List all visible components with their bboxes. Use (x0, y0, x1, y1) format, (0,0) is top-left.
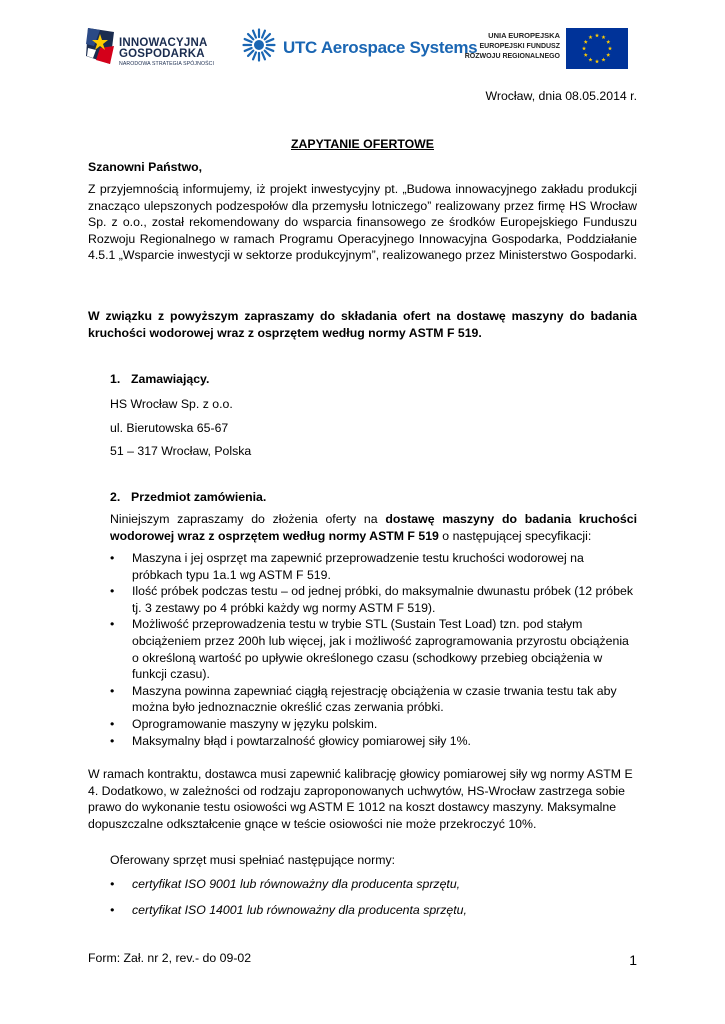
list-item (110, 716, 637, 733)
list-item (110, 583, 637, 616)
eu-fund-logo (466, 27, 628, 69)
logo-line-2: GOSPODARKA (119, 48, 205, 60)
list-item (110, 902, 637, 919)
sunburst-ray (266, 48, 273, 51)
logo-line-3: NARODOWA STRATEGIA SPÓJNOŚCI (119, 61, 215, 67)
eu-line-2: EUROPEJSKI FUNDUSZ (479, 42, 560, 50)
sunburst-ray (265, 51, 270, 56)
sunburst-ray (245, 39, 252, 42)
section-title: Przedmiot zamówienia. (131, 490, 267, 504)
bullet-icon: • (110, 584, 115, 599)
list-item-text: Maszyna i jej osprzęt ma zapewnić przeprowadzenie testu kruchości wodorowej na próbkach typu 1a.1 wg ASTM F 519. (132, 551, 584, 582)
logo-bar (0, 22, 725, 74)
bullet-icon: • (110, 733, 115, 748)
list-item (110, 616, 637, 682)
section-number: 1. (110, 372, 121, 386)
sunburst-ray (248, 51, 253, 56)
list-item-text: certyfikat ISO 9001 lub równoważny dla producenta sprzętu, (132, 877, 461, 891)
orderer-street: ul. Bierutowska 65-67 (110, 421, 229, 435)
eu-flag-icon (566, 28, 628, 69)
list-item (110, 876, 637, 893)
eu-line-3: ROZWOJU REGIONALNEGO (464, 53, 560, 60)
order-intro-text: Niniejszym zapraszamy do złożenia oferty na (110, 512, 386, 526)
bullet-icon: • (110, 617, 115, 632)
sunburst-ray (245, 48, 252, 51)
list-item-text: Możliwość przeprowadzenia testu w trybie STL (Sustain Test Load) tzn. pod stałym obciążeniem przez 200h lub więcej, jak i możliwość zaprogramowania przyrostu obciążenia o określoną wartość po upływie określonego czasu (schodkowy przebieg obciążenia w funkcji czasu). (132, 617, 629, 682)
order-subject-paragraph (110, 511, 637, 544)
bullet-icon: • (110, 551, 115, 565)
norms-list (110, 876, 637, 927)
orderer-city: 51 – 317 Wrocław, Polska (110, 444, 252, 458)
section-number: 2. (110, 490, 121, 504)
bullet-icon: • (110, 716, 115, 731)
list-item-text: Maksymalny błąd i powtarzalność głowicy pomiarowej siły 1%. (132, 733, 471, 748)
contract-paragraph: W ramach kontraktu, dostawca musi zapewnić kalibrację głowicy pomiarowej siły wg normy ASTM E 4. Dodatkowo, w zależności od rodzaju zaproponowanych uchwytów, HS-Wrocław zastrzega sobie prawo do wykonanie testu osiowości wg ASTM E 1012 na koszt dostawcy maszyny. Maksymalne dopuszczalne odkształcenie gnące w teście osiowości nie może przekroczyć 10%. (88, 767, 633, 831)
bullet-icon: • (110, 902, 115, 917)
bullet-icon: • (110, 683, 115, 698)
utc-logo-text: UTC Aerospace Systems (283, 38, 478, 57)
invitation-paragraph: W związku z powyższym zapraszamy do składania ofert na dostawę maszyny do badania kruchości wodorowej wraz z osprzętem według normy ASTM F 519. (88, 309, 637, 340)
section-title: Zamawiający. (131, 372, 210, 386)
sunburst-ray (248, 34, 253, 39)
order-intro-bold: dostawę maszyny do badania kruchości wodorowej wraz z osprzętem według normy ASTM F 519 (110, 512, 637, 543)
list-item (110, 733, 637, 750)
bullet-icon: • (110, 877, 115, 891)
list-item (110, 550, 637, 583)
order-intro-tail: o następującej specyfikacji: (438, 528, 592, 543)
section-1-heading (110, 371, 209, 388)
sunburst-ray (265, 34, 270, 39)
footer-form-label: Form: Zał. nr 2, rev.- do 09-02 (88, 951, 252, 965)
innowacyjna-gospodarka-logo (84, 26, 219, 70)
specification-list (110, 550, 637, 749)
eu-line-1: UNIA EUROPEJSKA (488, 31, 560, 40)
document-date: Wrocław, dnia 08.05.2014 r. (485, 89, 637, 103)
sunburst-ray (262, 31, 265, 38)
eu-fund-text (465, 31, 560, 63)
utc-aerospace-logo (242, 28, 478, 64)
list-item-text: Maszyna powinna zapewniać ciągłą rejestrację obciążenia w czasie trwania testu tak aby można było jednoznacznie określić czas zerwania próbki. (132, 683, 617, 715)
list-item-text: Oprogramowanie maszyny w języku polskim. (132, 716, 378, 731)
list-item (110, 683, 637, 716)
list-item-text: certyfikat ISO 14001 lub równoważny dla producenta sprzętu, (132, 902, 467, 917)
sunburst-ray (262, 52, 265, 59)
norms-intro: Oferowany sprzęt musi spełniać następujące normy: (110, 853, 396, 867)
section-2-heading (110, 489, 266, 506)
sunburst-ray (253, 31, 256, 38)
innowacyjna-gospodarka-emblem-icon (84, 26, 116, 66)
logo-line-1: INNOWACYJNA (119, 37, 208, 49)
intro-paragraph: Z przyjemnością informujemy, iż projekt inwestycyjny pt. „Budowa innowacyjnego zakładu produkcji znacząco ulepszonych podzespołów dla przemysłu lotniczego” realizowany przez firmę HS Wrocław Sp. z o.o., został rekomendowany do wsparcia finansowego ze środków Europejskiego Funduszu Rozwoju Regionalnego w ramach Programu Operacyjnego Innowacyjna Gospodarka, Poddziałanie 4.5.1 „Wsparcie inwestycji w sektorze produkcyjnym”, realizowanego przez Ministerstwo Gospodarki. (88, 182, 637, 263)
list-item-text: Ilość próbek podczas testu – od jednej próbki, do maksymalnie dwunastu próbek (12 próbek tj. 3 zestawy po 4 próbki każdy wg normy ASTM F 519). (132, 584, 634, 615)
greeting: Szanowni Państwo, (88, 160, 203, 174)
sunburst-ray (266, 39, 273, 42)
document-title: ZAPYTANIE OFERTOWE (290, 137, 434, 151)
sunburst-ray (253, 52, 256, 59)
orderer-name: HS Wrocław Sp. z o.o. (110, 397, 233, 411)
page-number: 1 (629, 952, 637, 968)
utc-sunburst-icon (242, 28, 276, 62)
